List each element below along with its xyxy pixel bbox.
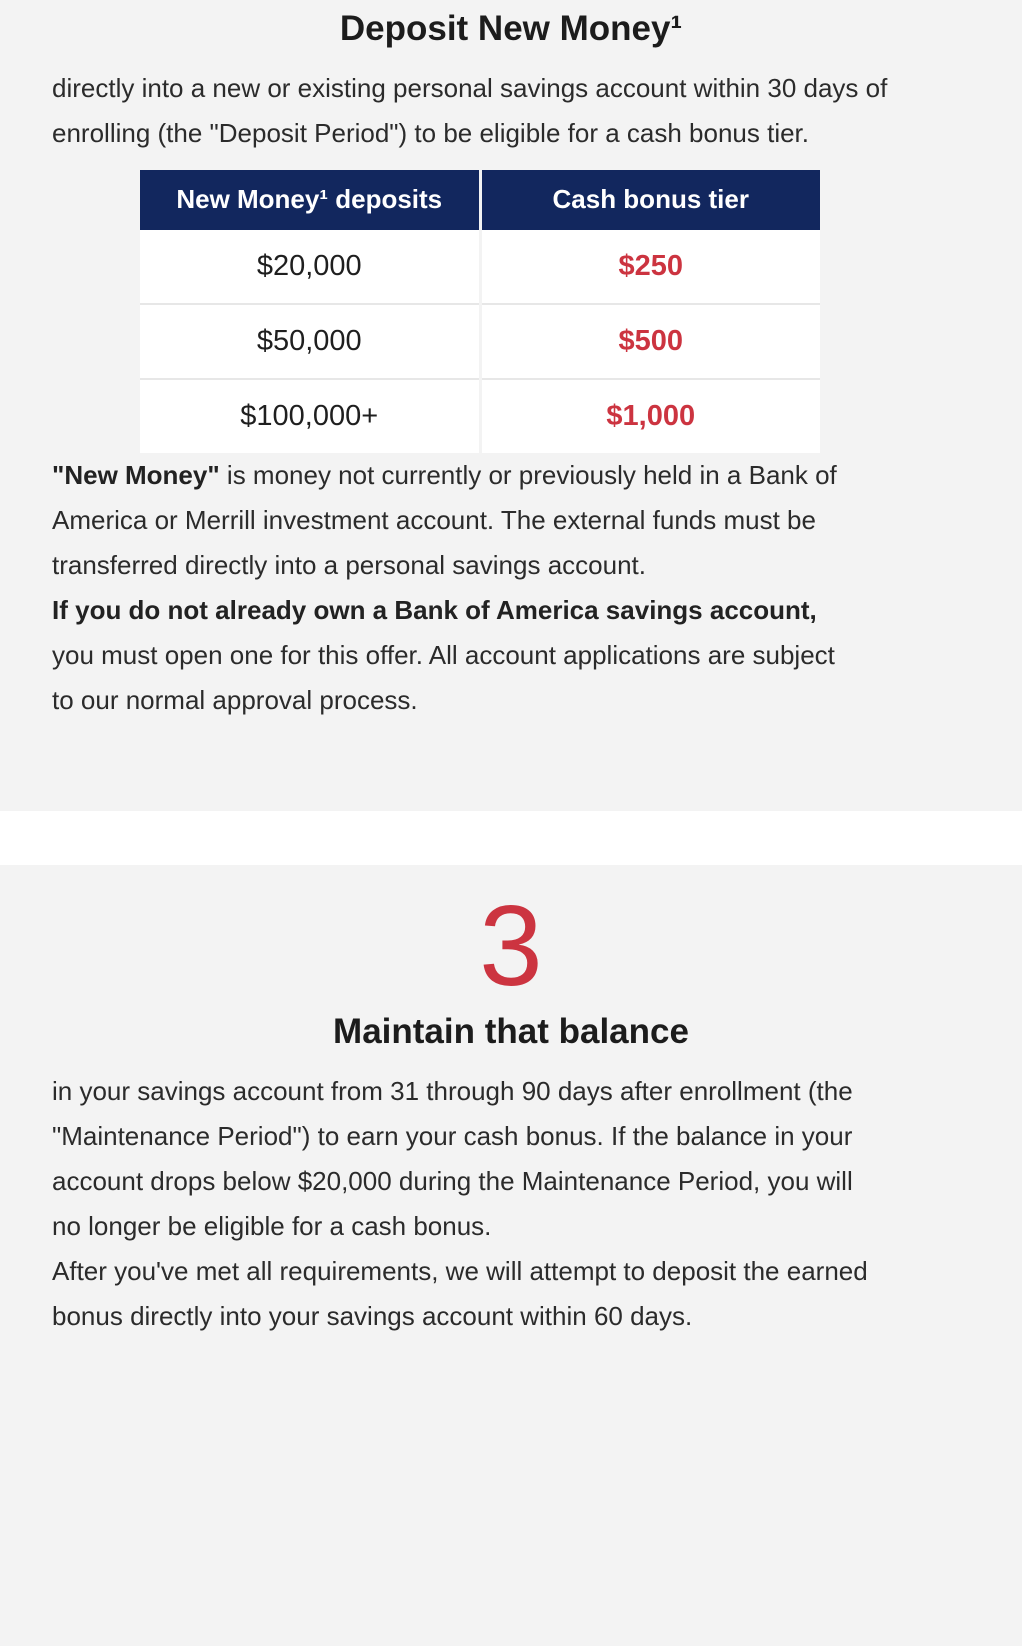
paragraph-body: you must open one for this offer. All account applications are subject to our normal approval process.	[52, 639, 835, 715]
maintain-body-text: in your savings account from 31 through 90 days after enrollment (the "Maintenance Period") to earn your cash bonus. If the balance in your account drops below $20,000 during the Maintenance Period, you will no longer be eligible for a cash bonus.	[52, 1076, 853, 1242]
column-header-cash-bonus-tier: Cash bonus tier	[480, 170, 820, 230]
maintain-section	[0, 865, 1022, 1410]
section-divider	[0, 811, 1022, 865]
paragraph-bold-lead: If you do not already own a Bank of America savings account,	[52, 594, 817, 625]
deposit-amount-cell: $100,000+	[140, 379, 480, 453]
bonus-amount-cell: $1,000	[480, 379, 820, 453]
account-requirement-text	[52, 588, 852, 723]
deposit-section	[0, 0, 1022, 811]
bonus-amount-cell: $500	[480, 304, 820, 379]
bonus-payout-text: After you've met all requirements, we will attempt to deposit the earned bonus directly into your savings account within 60 days.	[52, 1256, 868, 1332]
table-header-row	[140, 170, 820, 230]
bonus-tier-table	[140, 170, 820, 453]
maintain-section-title: Maintain that balance	[333, 1012, 689, 1052]
new-money-definition-text	[52, 453, 844, 588]
bonus-tier-table-body	[140, 230, 820, 453]
deposit-amount-cell: $20,000	[140, 230, 480, 304]
paragraph-body: is money not currently or previously held in a Bank of America or Merrill investment account. The external funds must be transferred directly into a personal savings account.	[52, 459, 837, 580]
deposit-section-title: Deposit New Money¹	[339, 9, 683, 48]
table-row	[140, 230, 820, 304]
deposit-intro-text: directly into a new or existing personal savings account within 30 days of enrolling (the "Deposit Period") to be eligible for a cash bonus tier.	[52, 72, 888, 148]
bonus-tier-table-head	[140, 170, 820, 230]
column-header-new-money-deposits: New Money¹ deposits	[140, 170, 480, 230]
step-number: 3	[479, 882, 543, 1010]
table-row	[140, 304, 820, 379]
paragraph-bold-lead: "New Money"	[52, 459, 220, 490]
table-row	[140, 379, 820, 453]
bonus-amount-cell: $250	[480, 230, 820, 304]
deposit-amount-cell: $50,000	[140, 304, 480, 379]
